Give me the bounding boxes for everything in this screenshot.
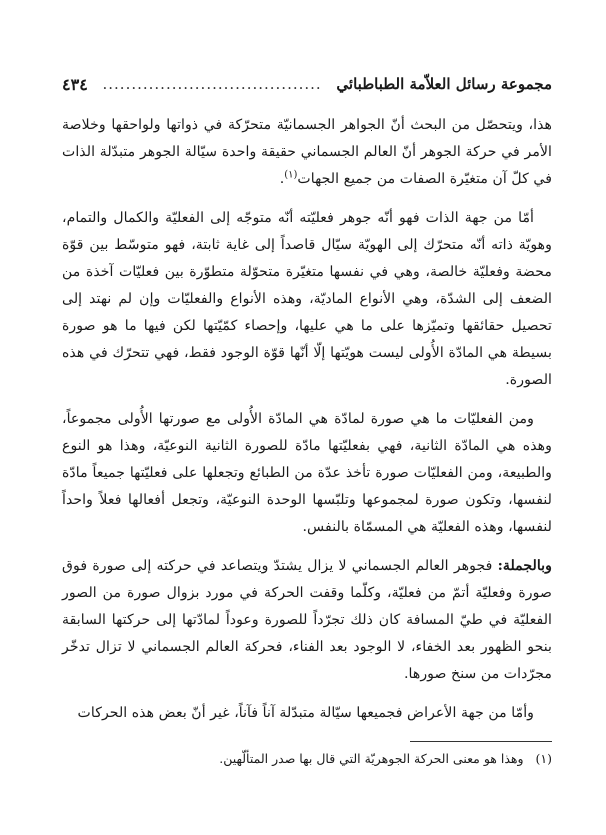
footnote-mark: (١) — [535, 751, 552, 766]
footnote-reference[interactable]: (١) — [284, 169, 298, 181]
running-header — [62, 72, 552, 96]
paragraph-1-end: . — [279, 171, 285, 187]
paragraph-5: وأمّا من جهة الأعراض فجميعها سيّالة متبدّلة آناً فآناً، غير أنّ بعض هذه الحركات — [77, 705, 534, 721]
paragraph-3: ومن الفعليّات ما هي صورة لمادّة هي المادّة الأُولى مع صورتها الأُولى مجموعاً، وهذه هي المادّة الثانية، فهي بفعليّتها مادّة للصورة الثانية النوعيّة، وهذا هو النوع والطبيعة، ومن الفعليّات صورة تأخذ عدّة من الطبائع وتجعلها على فعليّتها جميعاً مادّة لنفسها، وتكون صورة لمجموعها وتلبّسها الوحدة النوعيّة، وتجعل أفعالها فعلاً واحداً لنفسها، وهذه الفعليّة هي المسمّاة بالنفس. — [62, 411, 552, 535]
paragraph-2: أمّا من جهة الذات فهو أنّه جوهر فعليّته أنّه متوجّه إلى الفعليّة والكمال والتمام، وهويّة ذاته أنّه متحرّك إلى الهويّة سيّال قاصداً إلى غاية ثابتة، فهو متوسّط بين قوّة محضة وفعليّة خالصة، وهي في نفسها متغيّرة متحوّلة متطوّرة بين فعليّات آخذة من الضعف إلى الشدّة، وهي الأنواع الماديّة، وهذه الأنواع والفعليّات وإن لم نهتد إلى تحصيل حقائقها وتميّزها على ما هي عليها، وإحصاء كمّيّتها لكن فيها ما هو صورة بسيطة هي المادّة الأُولى ليست هويّتها إلّا أنّها قوّة الوجود فقط، فهي تتحرّك في هذه الصورة. — [62, 210, 552, 388]
paragraph-4 — [62, 553, 552, 688]
book-title: مجموعة رسائل العلاّمة الطباطبائي — [336, 75, 552, 93]
paragraph-1 — [62, 112, 552, 193]
footnote-separator — [410, 741, 552, 742]
paragraph-4-text: فجوهر العالم الجسماني لا يزال يشتدّ ويتصاعد في حركته إلى صورة فوق صورة وفعليّة أتمّ من فعليّة، وكلّما وقفت الحركة في مورد بزوال صورة من الصور الفعليّة في طيّ المسافة كان ذلك تجرّداً للصورة وعوداً لمادّتها إلى حركتها السابقة بنحو الظهور بعد الخفاء، لا الوجود بعد الفناء، فحركة العالم الجسماني لا تزال تدخّر مجرّدات من سنخ صورها. — [62, 558, 552, 682]
footnote — [62, 748, 552, 770]
paragraph-1-text: هذا، ويتحصّل من البحث أنّ الجواهر الجسمانيّة متحرّكة في ذواتها ولواحقها وخلاصة الأمر في حركة الجوهر أنّ العالم الجسماني حقيقة واحدة سيّالة الجوهر متبدّلة الذات في كلّ آن متغيّرة الصفات من جميع الجهات — [62, 117, 552, 187]
leader-dots: ...................................... — [102, 75, 322, 93]
main-text — [62, 112, 552, 739]
page-number: ٤٣٤ — [62, 74, 88, 94]
footnote-text: وهذا هو معنى الحركة الجوهريّة التي قال بها صدر المتألّهين. — [219, 751, 524, 766]
paragraph-4-lead: وبالجملة: — [497, 558, 552, 574]
